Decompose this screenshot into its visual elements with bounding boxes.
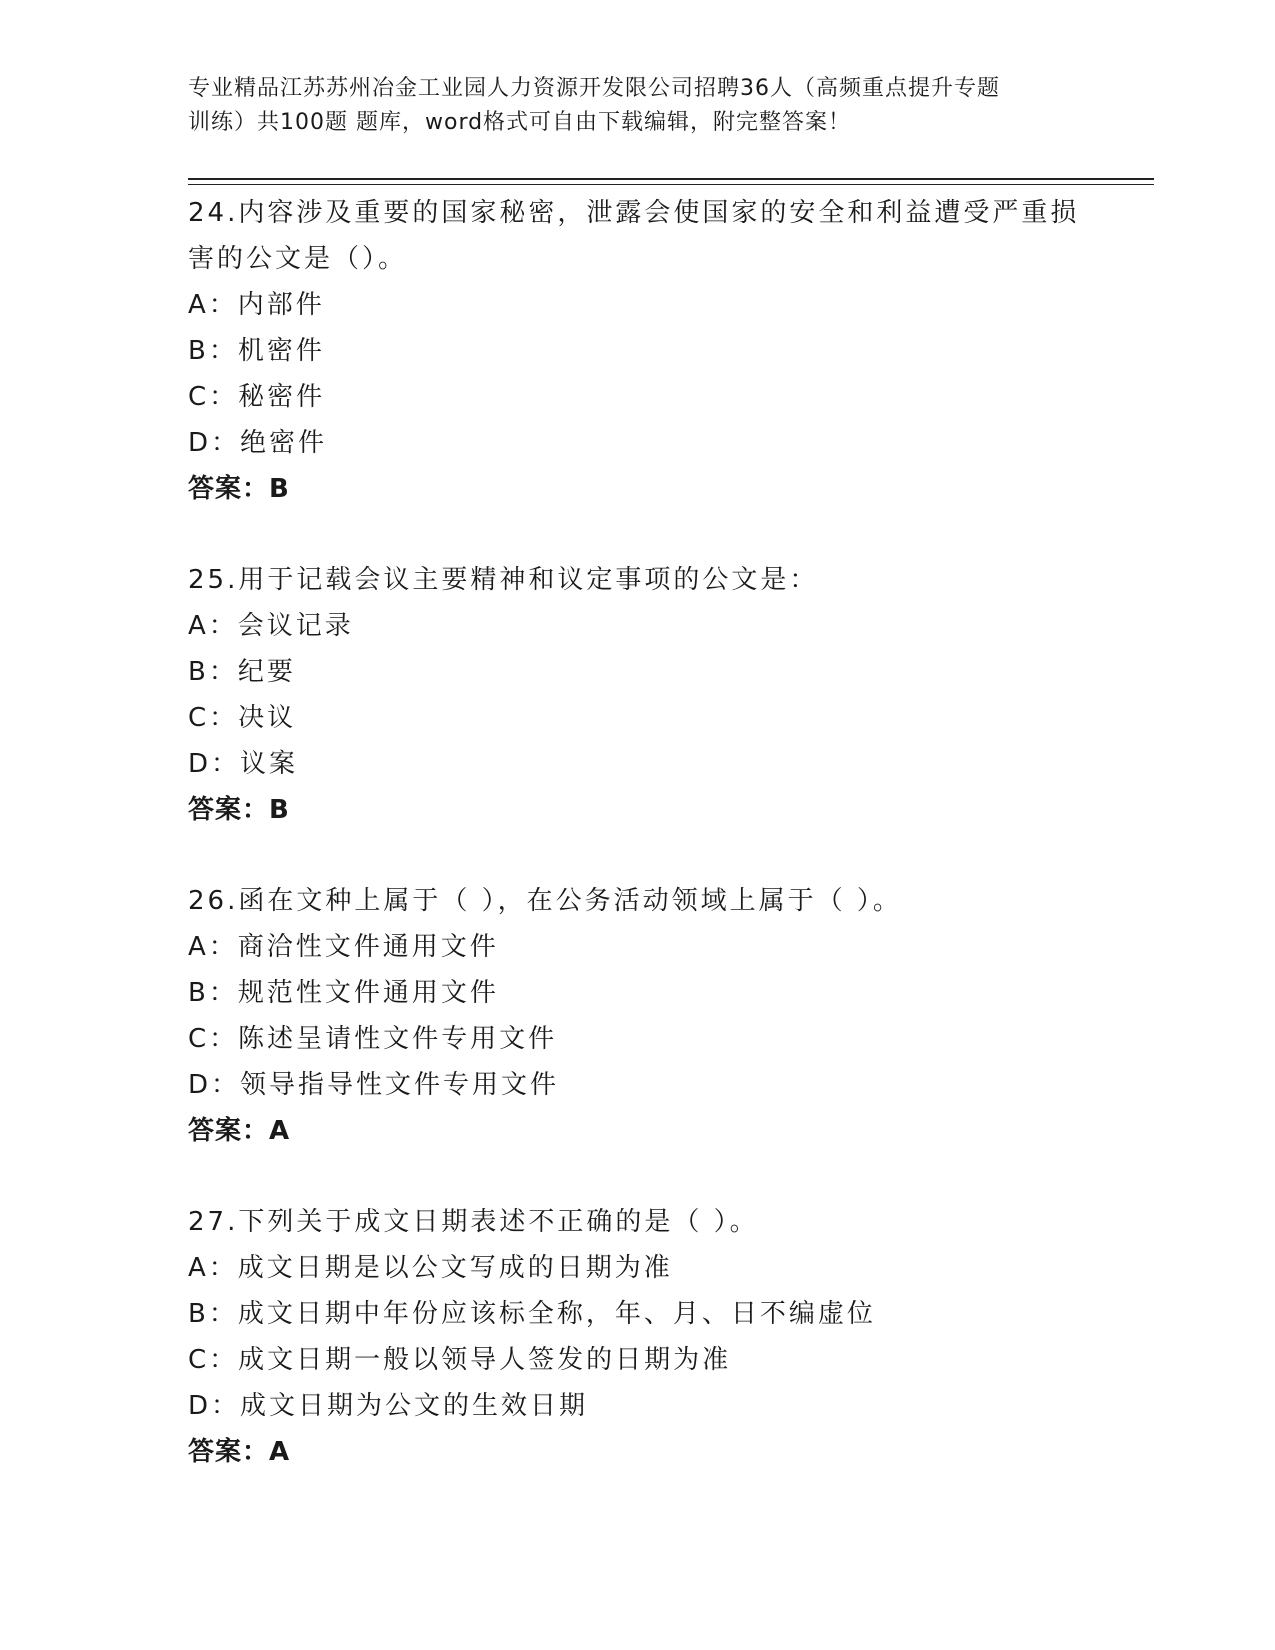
header-rule-thick xyxy=(188,178,1154,180)
option-d: D：议案 xyxy=(188,749,299,779)
question-25 xyxy=(188,557,1088,833)
question-spacer xyxy=(188,1154,1088,1199)
question-text: 27.下列关于成文日期表述不正确的是（ ）。 xyxy=(188,1207,759,1237)
header-line-2: 训练）共100题 题库，word格式可自由下载编辑，附完整答案！ xyxy=(188,110,852,135)
question-text: 25.用于记载会议主要精神和议定事项的公文是： xyxy=(188,565,819,595)
answer: 答案：A xyxy=(188,1116,291,1146)
option-d: D：成文日期为公文的生效日期 xyxy=(188,1391,589,1421)
question-text: 24.内容涉及重要的国家秘密，泄露会使国家的安全和利益遭受严重损 xyxy=(188,198,1080,228)
header-line-1: 专业精品江苏苏州冶金工业园人力资源开发限公司招聘36人（高频重点提升专题 xyxy=(188,76,1000,101)
option-a: A：内部件 xyxy=(188,290,325,320)
answer: 答案：A xyxy=(188,1437,291,1467)
question-26 xyxy=(188,878,1088,1154)
option-a: A：商洽性文件通用文件 xyxy=(188,932,499,962)
question-text-continued: 害的公文是（）。 xyxy=(188,244,408,274)
option-c: C：决议 xyxy=(188,703,297,733)
option-b: B：规范性文件通用文件 xyxy=(188,978,499,1008)
question-27 xyxy=(188,1199,1088,1475)
question-list xyxy=(188,190,1088,1475)
answer: 答案：B xyxy=(188,474,290,504)
option-b: B：机密件 xyxy=(188,336,325,366)
question-text: 26.函在文种上属于（ ），在公务活动领域上属于（ ）。 xyxy=(188,886,902,916)
question-spacer xyxy=(188,512,1088,557)
option-a: A：成文日期是以公文写成的日期为准 xyxy=(188,1253,673,1283)
option-b: B：纪要 xyxy=(188,657,296,687)
option-d: D：绝密件 xyxy=(188,428,328,458)
question-spacer xyxy=(188,833,1088,878)
option-d: D：领导指导性文件专用文件 xyxy=(188,1070,560,1100)
question-24 xyxy=(188,190,1088,512)
option-a: A：会议记录 xyxy=(188,611,354,641)
option-c: C：陈述呈请性文件专用文件 xyxy=(188,1024,558,1054)
option-c: C：成文日期一般以领导人签发的日期为准 xyxy=(188,1345,732,1375)
option-b: B：成文日期中年份应该标全称，年、月、日不编虚位 xyxy=(188,1299,876,1329)
header-rule-thin xyxy=(188,184,1154,185)
answer: 答案：B xyxy=(188,795,290,825)
option-c: C：秘密件 xyxy=(188,382,326,412)
document-header xyxy=(188,72,1088,140)
